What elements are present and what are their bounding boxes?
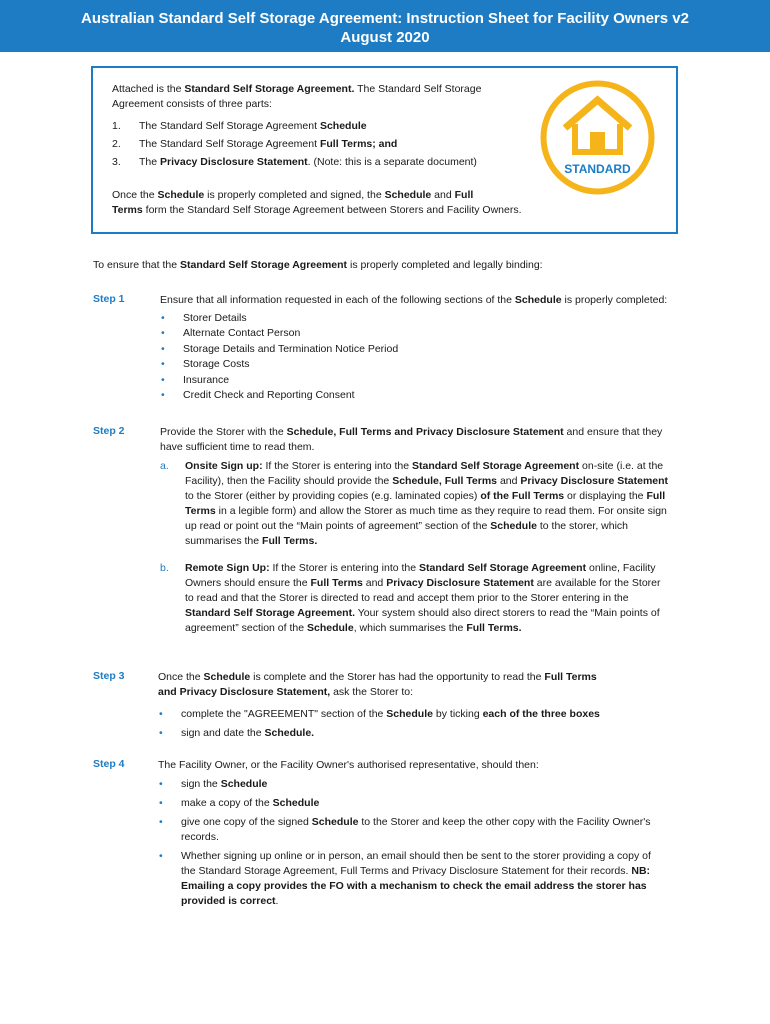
page-header bbox=[0, 0, 770, 52]
box-intro: Attached is the Standard Self Storage Agreement. The Standard Self Storage Agreement consists of three parts: bbox=[112, 83, 482, 110]
page-title bbox=[0, 0, 770, 47]
step-1-label: Step 1 bbox=[93, 293, 125, 305]
list-item: • Credit Check and Reporting Consent bbox=[160, 388, 670, 403]
list-item: • complete the "AGREEMENT" section of the Schedule by ticking each of the three boxes bbox=[158, 705, 668, 724]
step-3-label: Step 3 bbox=[93, 670, 125, 682]
part-item: 2. The Standard Self Storage Agreement Full Terms; and bbox=[112, 138, 398, 150]
onsite-sign-up-item: a. Onsite Sign up: If the Storer is entering into the Standard Self Storage Agreement on-site (i.e. at the Facility), then the Facility should provide the Schedule, Full Terms and Privacy Disclosure Statement to the Storer (either by providing copies (e.g. laminated copies) of the Full Terms or displaying the Full Terms in a legible form) and allow the Storer as much time as they require to read them. For onsite sign up read or point out the “Main points of agreement” section of the Schedule to the storer, which summarises the Full Terms. bbox=[160, 460, 669, 547]
standard-house-logo bbox=[540, 80, 655, 195]
list-item: • Alternate Contact Person bbox=[160, 326, 670, 341]
summary-box bbox=[91, 66, 678, 234]
list-item: • Storage Costs bbox=[160, 357, 670, 372]
step-4-label: Step 4 bbox=[93, 758, 125, 770]
step-2-label: Step 2 bbox=[93, 425, 125, 437]
part-item: 3. The Privacy Disclosure Statement. (Note: this is a separate document) bbox=[112, 156, 477, 168]
title-line-1: Australian Standard Self Storage Agreement: Instruction Sheet for Facility Owners v2 bbox=[81, 10, 689, 27]
part-item: 1. The Standard Self Storage Agreement Schedule bbox=[112, 120, 367, 132]
step-1-body: Ensure that all information requested in each of the following sections of the Schedule is properly completed: • Storer Details • Alternate Contact Person • Storage Details and Termination Notice Period • Storage Costs • Insurance • Credit Check and Reporting Consent bbox=[160, 293, 670, 403]
step-2-sublist-b bbox=[160, 561, 670, 636]
list-item: • make a copy of the Schedule bbox=[158, 796, 668, 811]
remote-sign-up-item: b. Remote Sign Up: If the Storer is entering into the Standard Self Storage Agreement online, Facility Owners should ensure the Full Terms and Privacy Disclosure Statement are available for the Storer to read and that the Storer is directed to read and accept them prior to the Storer entering in the Standard Self Storage Agreement. Your system should also direct storers to read the “Main points of agreement” section of the Schedule, which summarises the Full Terms. bbox=[160, 562, 661, 634]
list-item: • Storage Details and Termination Notice Period bbox=[160, 342, 670, 357]
list-item: • sign the Schedule bbox=[158, 777, 668, 792]
step-3-list bbox=[158, 705, 668, 743]
step-4-list bbox=[158, 777, 668, 909]
intro-paragraph: To ensure that the Standard Self Storage Agreement is properly completed and legally binding: bbox=[93, 259, 543, 271]
list-item: • give one copy of the signed Schedule to the Storer and keep the other copy with the Facility Owner's records. bbox=[158, 815, 668, 845]
step-2-remote bbox=[160, 561, 670, 636]
logo-text: STANDARD bbox=[564, 162, 631, 176]
list-item: • Insurance bbox=[160, 373, 670, 388]
list-item: • Whether signing up online or in person, an email should then be sent to the storer providing a copy of the Standard Storage Agreement, Full Terms and Privacy Disclosure Statement for their records. NB: Emailing a copy provides the FO with a mechanism to check the email address the storer has provided is correct. bbox=[158, 849, 668, 909]
step-2-sublist bbox=[160, 459, 670, 549]
step-4-body: The Facility Owner, or the Facility Owner's authorised representative, should then: • sign the Schedule • make a copy of the Schedule • give one copy of the signed Schedule to the Storer and keep the other copy with the Facility Owner's records. • Whether signing up online or in person, an email should then be sent to the storer providing a copy of the Standard Storage Agreement, Full Terms and Privacy Disclosure Statement for their records. NB: Emailing a copy provides the FO with a mechanism to check the email address the storer has provided is correct. bbox=[158, 758, 668, 909]
title-line-2: August 2020 bbox=[340, 29, 430, 46]
step-2-body: Provide the Storer with the Schedule, Full Terms and Privacy Disclosure Statement and ensure that they have sufficient time to read them. a. Onsite Sign up: If the Storer is entering into the Standard Self Storage Agreement on-site (i.e. at the Facility), then the Facility should provide the Schedule, Full Terms and Privacy Disclosure Statement to the Storer (either by providing copies (e.g. laminated copies) of the Full Terms or displaying the Full Terms in a legible form) and allow the Storer as much time as they require to read them. For onsite sign up read or point out the “Main points of agreement” section of the Schedule to the storer, which summarises the Full Terms. bbox=[160, 426, 669, 547]
list-item: • sign and date the Schedule. bbox=[158, 724, 668, 743]
parts-list bbox=[112, 117, 522, 171]
list-item: • Storer Details bbox=[160, 311, 670, 326]
summary-text bbox=[112, 82, 522, 216]
step-1-list bbox=[160, 311, 670, 403]
step-3-body: Once the Schedule is complete and the Storer has had the opportunity to read the Full Terms and Privacy Disclosure Statement, ask the Storer to: • complete the "AGREEMENT" section of the Schedule by ticking each of the three boxes • sign and date the Schedule. bbox=[158, 670, 668, 743]
box-outro: Once the Schedule is properly completed and signed, the Schedule and Full Terms form the Standard Self Storage Agreement between Storers and Facility Owners. bbox=[112, 189, 522, 216]
